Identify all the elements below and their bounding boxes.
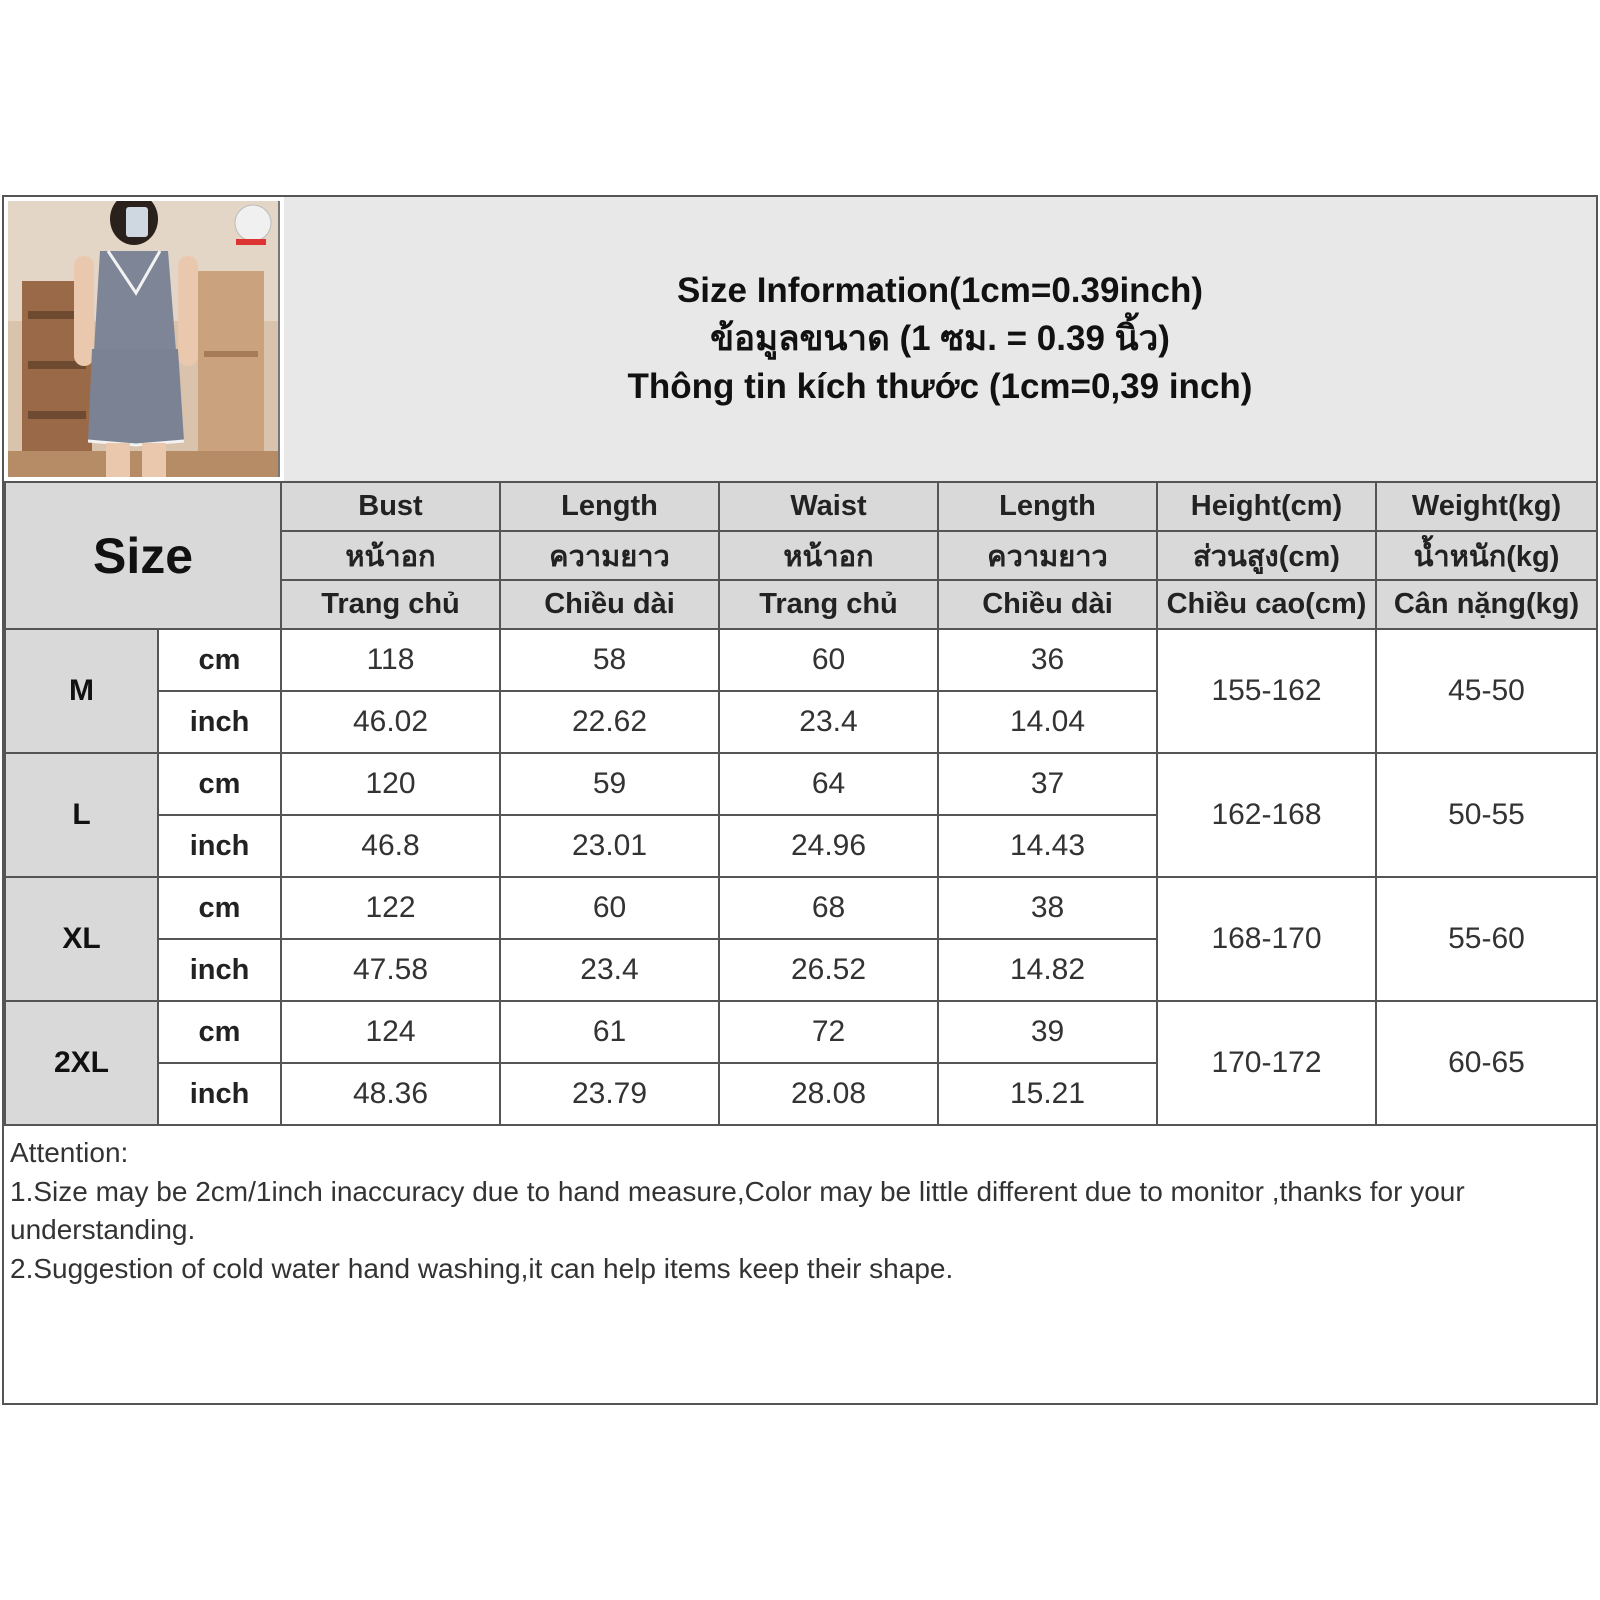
column-header: Weight(kg) [1376,482,1597,531]
table-cell: 120 [281,753,500,815]
size-table [4,481,1598,1126]
table-cell: 26.52 [719,939,938,1001]
height-cell: 168-170 [1157,877,1376,1001]
column-header: Length [938,482,1157,531]
unit-label: inch [158,691,281,753]
table-cell: 61 [500,1001,719,1063]
column-header: ความยาว [938,531,1157,580]
weight-cell: 55-60 [1376,877,1597,1001]
table-cell: 59 [500,753,719,815]
table-cell: 28.08 [719,1063,938,1125]
unit-label: cm [158,1001,281,1063]
title-vietnamese: Thông tin kích thước (1cm=0,39 inch) [627,367,1253,406]
height-cell: 170-172 [1157,1001,1376,1125]
attention-notes [10,1134,1576,1288]
unit-label: inch [158,1063,281,1125]
column-header: ความยาว [500,531,719,580]
table-cell: 14.04 [938,691,1157,753]
table-row [5,629,1597,691]
unit-label: inch [158,939,281,1001]
title-english: Size Information(1cm=0.39inch) [676,271,1204,310]
table-cell: 23.4 [500,939,719,1001]
size-name: 2XL [5,1001,158,1125]
header-row-en [5,482,1597,531]
weight-cell: 50-55 [1376,753,1597,877]
column-header: Cân nặng(kg) [1376,580,1597,629]
table-cell: 23.79 [500,1063,719,1125]
table-cell: 60 [719,629,938,691]
table-cell: 15.21 [938,1063,1157,1125]
table-cell: 36 [938,629,1157,691]
column-header: ส่วนสูง(cm) [1157,531,1376,580]
size-name: M [5,629,158,753]
product-photo [8,201,280,477]
size-name: L [5,753,158,877]
height-cell: 155-162 [1157,629,1376,753]
column-header: น้ำหนัก(kg) [1376,531,1597,580]
unit-label: inch [158,815,281,877]
table-cell: 48.36 [281,1063,500,1125]
table-cell: 64 [719,753,938,815]
unit-label: cm [158,753,281,815]
note-line: 2.Suggestion of cold water hand washing,it can help items keep their shape. [10,1252,954,1284]
title-box [284,197,1596,481]
column-header: Trang chủ [719,580,938,629]
table-cell: 39 [938,1001,1157,1063]
column-header: Height(cm) [1157,482,1376,531]
table-cell: 68 [719,877,938,939]
unit-label: cm [158,629,281,691]
column-header: Length [500,482,719,531]
weight-cell: 45-50 [1376,629,1597,753]
table-cell: 37 [938,753,1157,815]
note-line: 1.Size may be 2cm/1inch inaccuracy due to hand measure,Color may be little different due to monitor ,thanks for your understanding. [10,1175,1465,1245]
column-header: Chiều dài [500,580,719,629]
column-header: Waist [719,482,938,531]
table-cell: 122 [281,877,500,939]
table-cell: 24.96 [719,815,938,877]
table-cell: 46.8 [281,815,500,877]
table-cell: 38 [938,877,1157,939]
table-row [5,753,1597,815]
height-cell: 162-168 [1157,753,1376,877]
table-cell: 23.4 [719,691,938,753]
column-header: หน้าอก [719,531,938,580]
table-cell: 14.82 [938,939,1157,1001]
unit-label: cm [158,877,281,939]
table-row [5,1001,1597,1063]
table-cell: 124 [281,1001,500,1063]
column-header: หน้าอก [281,531,500,580]
table-cell: 72 [719,1001,938,1063]
table-cell: 14.43 [938,815,1157,877]
model-image [8,201,278,477]
size-header: Size [5,482,281,629]
notes-heading: Attention: [10,1137,129,1168]
table-row [5,877,1597,939]
title-thai: ข้อมูลขนาด (1 ซม. = 0.39 นิ้ว) [710,319,1170,358]
column-header: Bust [281,482,500,531]
table-cell: 58 [500,629,719,691]
column-header: Chiều cao(cm) [1157,580,1376,629]
table-cell: 60 [500,877,719,939]
table-cell: 46.02 [281,691,500,753]
size-chart [2,195,1598,1405]
table-cell: 47.58 [281,939,500,1001]
column-header: Chiều dài [938,580,1157,629]
weight-cell: 60-65 [1376,1001,1597,1125]
table-cell: 118 [281,629,500,691]
table-cell: 23.01 [500,815,719,877]
column-header: Trang chủ [281,580,500,629]
table-cell: 22.62 [500,691,719,753]
size-name: XL [5,877,158,1001]
